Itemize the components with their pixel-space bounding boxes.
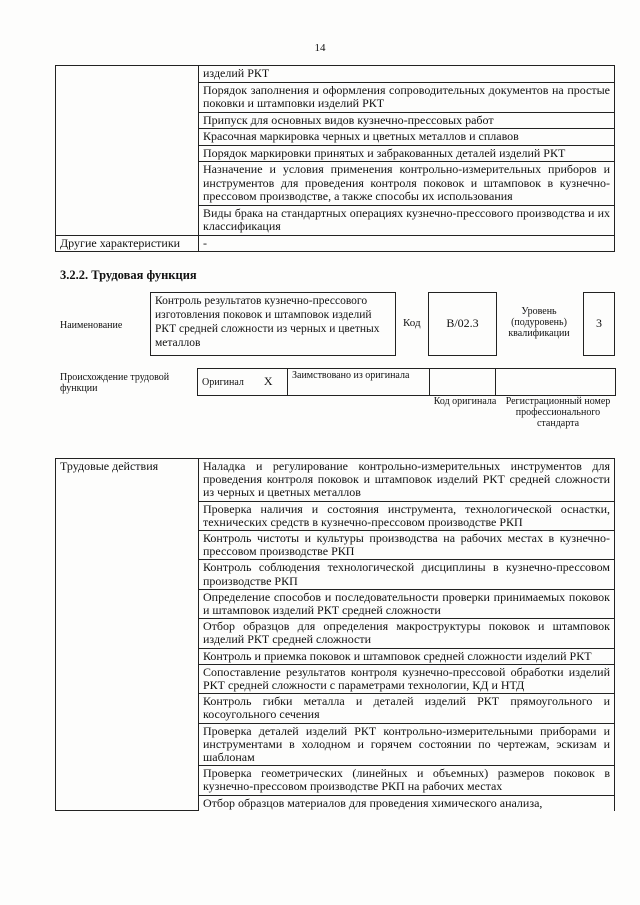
- knowledge-item: Красочная маркировка черных и цветных металлов и сплавов: [199, 129, 615, 146]
- function-name: Контроль результатов кузнечно-прессового изготовления поковок и штамповок изделий РКТ средней сложности из черных и цветных металлов: [155, 295, 380, 349]
- action-item: Проверка деталей изделий РКТ контрольно-измерительными приборами и инструментами в холодном и горячем состоянии по чертежам, эскизам и шаблонам: [199, 723, 615, 766]
- knowledge-item: Припуск для основных видов кузнечно-прессовых работ: [199, 112, 615, 129]
- level-value: 3: [596, 316, 602, 330]
- actions-table: [55, 458, 615, 811]
- code-caption: Код оригинала: [433, 396, 497, 407]
- knowledge-item: Виды брака на стандартных операциях кузнечно-прессового производства и их классификация: [199, 205, 615, 235]
- action-item: Сопоставление результатов контроля кузнечно-прессовой обработки изделий РКТ средней сложности с параметрами технологии, КД и НТД: [199, 664, 615, 693]
- borrowed-label: Заимствовано из оригинала: [288, 369, 430, 396]
- code-label: Код: [403, 317, 421, 329]
- table-row: [56, 459, 615, 502]
- actions-label: Трудовые действия: [56, 459, 199, 811]
- action-item: Отбор образцов материалов для проведения химического анализа,: [199, 795, 615, 811]
- level-label: Уровень (подуровень) квалификации: [508, 306, 570, 339]
- action-item: Контроль чистоты и культуры производства на рабочих местах в кузнечно-прессовом производстве РКП: [199, 531, 615, 560]
- table-row: [56, 235, 615, 252]
- page-number: 14: [314, 42, 326, 54]
- action-item: Определение способов и последовательности проверки принимаемых поковок и штамповок изделий РКТ средней сложности: [199, 589, 615, 618]
- code-box: [428, 292, 497, 356]
- knowledge-label-cell: [56, 66, 199, 236]
- action-item: Контроль соблюдения технологической дисциплины в кузнечно-прессовом производстве РКП: [199, 560, 615, 589]
- other-characteristics-label: Другие характеристики: [56, 235, 199, 252]
- function-name-box: [150, 292, 396, 356]
- name-label: Наименование: [60, 320, 123, 331]
- action-item: Контроль гибки металла и деталей изделий РКТ прямоугольного и косоугольного сечения: [199, 694, 615, 723]
- code-value: B/02.3: [446, 316, 479, 330]
- origin-label: Происхождение трудовой функции: [60, 372, 170, 394]
- knowledge-item: Порядок заполнения и оформления сопроводительных документов на простые поковки и штамповки изделий РКТ: [199, 82, 615, 112]
- original-mark: X: [250, 369, 288, 396]
- action-item: Проверка наличия и состояния инструмента, технологической оснастки, технических средств в кузнечно-прессовом производстве РКП: [199, 501, 615, 530]
- section-title: 3.2.2. Трудовая функция: [60, 268, 197, 282]
- knowledge-item: Порядок маркировки принятых и забракованных деталей изделий РКТ: [199, 145, 615, 162]
- action-item: Контроль и приемка поковок и штамповок средней сложности изделий РКТ: [199, 648, 615, 664]
- origin-table: [197, 368, 616, 396]
- other-characteristics-value: -: [199, 235, 615, 252]
- reg-number-cell: [496, 369, 616, 396]
- knowledge-item: изделий РКТ: [199, 66, 615, 83]
- action-item: Проверка геометрических (линейных и объемных) размеров поковок в кузнечно-прессовом производстве РКП на рабочих местах: [199, 766, 615, 795]
- original-label: Оригинал: [198, 369, 250, 396]
- original-code-cell: [430, 369, 496, 396]
- knowledge-table: [55, 65, 615, 252]
- action-item: Отбор образцов для определения макроструктуры поковок и штамповок изделий РКТ средней сложности: [199, 619, 615, 648]
- level-box: [583, 292, 615, 356]
- action-item: Наладка и регулирование контрольно-измерительных инструментов для проведения контроля поковок и штамповок изделий РКТ средней сложности из черных и цветных металлов: [199, 459, 615, 502]
- table-row: [56, 66, 615, 83]
- knowledge-item: Назначение и условия применения контрольно-измерительных приборов и инструментов для проведения контроля поковок и штамповок в кузнечно-прессовом производстве, а также способы их использования: [199, 162, 615, 206]
- reg-caption: Регистрационный номер профессионального стандарта: [505, 396, 611, 429]
- table-row: [198, 369, 616, 396]
